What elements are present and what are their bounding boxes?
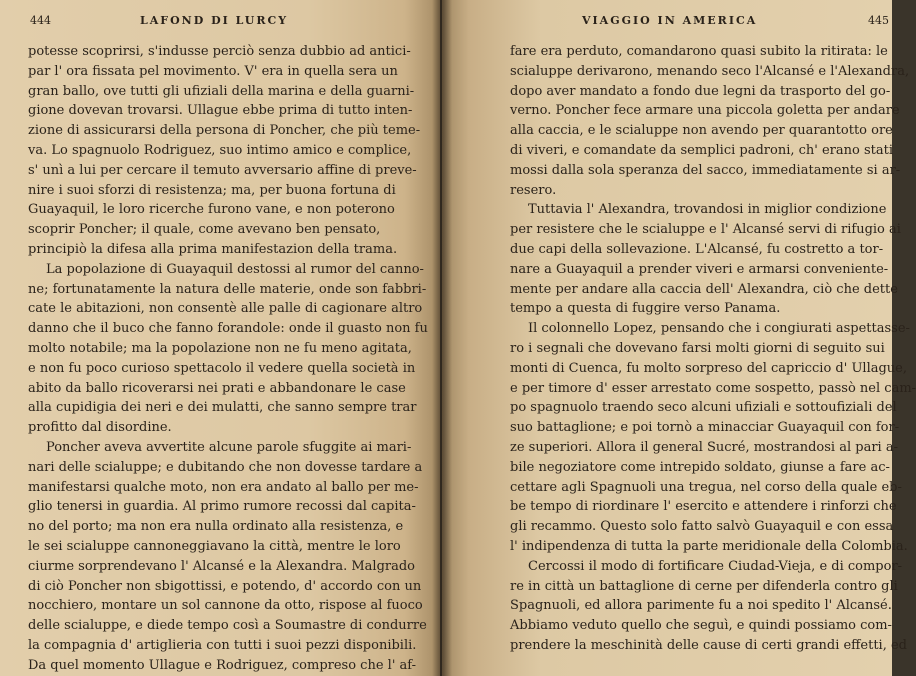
- text-line: tempo a questa di fuggire verso Panama.: [510, 301, 781, 317]
- text-line: ne; fortunatamente la natura delle materie, onde son fabbri-: [28, 281, 427, 297]
- text-line: gli recammo. Questo solo fatto salvò Guayaquil e con essa: [510, 519, 894, 535]
- text-line: Tuttavia l' Alexandra, trovandosi in miglior condizione: [528, 202, 887, 218]
- text-line: va. Lo spagnuolo Rodriguez, suo intimo amico e complice,: [28, 142, 412, 158]
- text-line: manifestarsi qualche moto, non era andato al ballo per me-: [28, 479, 419, 495]
- text-line: po spagnuolo traendo seco alcuni ufiziali e sottoufiziali del: [510, 400, 897, 416]
- text-line: mente per andare alla caccia dell' Alexandra, ciò che dette: [510, 281, 898, 297]
- text-line: prendere la meschinità delle cause di certi grandi effetti, ed: [510, 637, 907, 653]
- right-page-number: 445: [868, 14, 889, 27]
- text-line: ciurme sorprendevano l' Alcansé e la Alexandra. Malgrado: [28, 558, 416, 574]
- text-line: verno. Poncher fece armare una piccola goletta per andare: [510, 103, 900, 119]
- text-line: cate le abitazioni, non consentè alle palle di cagionare altro: [28, 301, 423, 317]
- text-line: le sei scialuppe cannoneggiavano la città, mentre le loro: [28, 538, 401, 554]
- book-gutter: [432, 0, 452, 676]
- left-page-header: [30, 14, 410, 34]
- text-line: gran ballo, ove tutti gli ufiziali della marina e della guarni-: [28, 83, 415, 99]
- text-line: monti di Cuenca, fu molto sorpreso del capriccio d' Ullague,: [510, 360, 907, 376]
- text-line: nocchiero, montare un sol cannone da otto, rispose al fuoco: [28, 598, 423, 614]
- right-page: [442, 0, 916, 676]
- text-line: Abbiamo veduto quello che seguì, e quindi possiamo com-: [510, 618, 892, 634]
- text-line: scoprir Poncher; il quale, come avevano ben pensato,: [28, 222, 381, 238]
- text-line: scialuppe derivarono, menando seco l'Alcansé e l'Alexandra,: [510, 63, 910, 79]
- text-line: Cercossi il modo di fortificare Ciudad-Vieja, e di compor-: [528, 558, 903, 574]
- text-line: e per timore d' esser arrestato come sospetto, passò nel cam-: [510, 380, 916, 396]
- text-line: cettare agli Spagnuoli una tregua, nel corso della quale eb-: [510, 479, 902, 495]
- text-line: di ciò Poncher non sbigottissi, e potendo, d' accordo con un: [28, 578, 422, 594]
- text-line: ze superiori. Allora il general Sucré, mostrandosi al pari a-: [510, 439, 898, 455]
- right-page-body: [510, 42, 916, 656]
- text-line: no del porto; ma non era nulla ordinato alla resistenza, e: [28, 519, 404, 535]
- text-line: bile negoziatore come intrepido soldato, giunse a fare ac-: [510, 459, 890, 475]
- text-line: delle scialuppe, e diede tempo così a Soumastre di condurre: [28, 618, 427, 634]
- text-line: Da quel momento Ullague e Rodriguez, compreso che l' af-: [28, 657, 417, 673]
- left-page: [0, 0, 440, 676]
- text-line: alla cupidigia dei neri e dei mulatti, che sanno sempre trar: [28, 400, 417, 416]
- text-line: nare a Guayaquil a prender viveri e armarsi conveniente-: [510, 261, 889, 277]
- text-line: be tempo di riordinare l' esercito e attendere i rinforzi che: [510, 499, 897, 515]
- text-line: Guayaquil, le loro ricerche furono vane, e non poterono: [28, 202, 395, 218]
- text-line: di viveri, e comandate da semplici padroni, ch' erano stati: [510, 142, 894, 158]
- text-line: la compagnia d' artiglieria con tutti i suoi pezzi disponibili.: [28, 637, 417, 653]
- text-line: molto notabile; ma la popolazione non ne fu meno agitata,: [28, 340, 412, 356]
- text-line: Il colonnello Lopez, pensando che i congiurati aspettasse-: [528, 321, 910, 337]
- text-line: per resistere che le scialuppe e l' Alcansé servi di rifugio ai: [510, 222, 901, 238]
- left-page-body: [28, 42, 428, 676]
- text-line: abito da ballo ricoverarsi nei prati e abbandonare le case: [28, 380, 406, 396]
- text-line: suo battaglione; e poi tornò a minacciar Guayaquil con for-: [510, 420, 900, 436]
- text-line: nire i suoi sforzi di resistenza; ma, per buona fortuna di: [28, 182, 396, 198]
- text-line: nari delle scialuppe; e dubitando che non dovesse tardare a: [28, 459, 423, 475]
- text-line: profitto dal disordine.: [28, 420, 172, 436]
- text-line: ro i segnali che dovevano farsi molti giorni di seguito sui: [510, 340, 885, 356]
- text-line: danno che il buco che fanno forandole: onde il guasto non fu: [28, 321, 428, 337]
- text-line: La popolazione di Guayaquil destossi al rumor del canno-: [46, 261, 424, 277]
- text-line: e non fu poco curioso spettacolo il vedere quella società in: [28, 360, 416, 376]
- text-line: principiò la difesa alla prima manifestazion della trama.: [28, 241, 398, 257]
- text-line: zione di assicurarsi della persona di Poncher, che più teme-: [28, 123, 421, 139]
- text-line: l' indipendenza di tutta la parte meridionale della Colombia.: [510, 538, 908, 554]
- right-page-header: [482, 14, 889, 34]
- text-line: fare era perduto, comandarono quasi subito la ritirata: le: [510, 44, 888, 59]
- text-line: s' unì a lui per cercare il temuto avversario affine di preve-: [28, 162, 417, 178]
- text-line: par l' ora fissata pel movimento. V' era in quella sera un: [28, 63, 398, 79]
- text-line: Poncher aveva avvertite alcune parole sfuggite ai mari-: [46, 439, 412, 455]
- left-page-number: 444: [30, 14, 51, 27]
- text-line: re in città un battaglione di cerne per difenderla contro gli: [510, 578, 898, 594]
- text-line: dopo aver mandato a fondo due legni da trasporto del go-: [510, 83, 891, 99]
- text-line: gione dovevan trovarsi. Ullague ebbe prima di tutto inten-: [28, 103, 413, 119]
- text-line: Spagnuoli, ed allora parimente fu a noi spedito l' Alcansé.: [510, 598, 892, 614]
- left-running-title: LAFOND DI LURCY: [140, 14, 289, 27]
- text-line: due capi della sollevazione. L'Alcansé, fu costretto a tor-: [510, 241, 884, 257]
- text-line: alla caccia, e le scialuppe non avendo per quarantotto ore: [510, 123, 893, 139]
- text-line: mossi dalla sola speranza del sacco, immediatamente si ar-: [510, 162, 901, 178]
- right-running-title: VIAGGIO IN AMERICA: [582, 14, 758, 27]
- text-line: glio tenersi in guardia. Al primo rumore recossi dal capita-: [28, 499, 416, 515]
- text-line: potesse scoprirsi, s'indusse perciò senza dubbio ad antici-: [28, 44, 411, 59]
- text-line: resero.: [510, 182, 557, 198]
